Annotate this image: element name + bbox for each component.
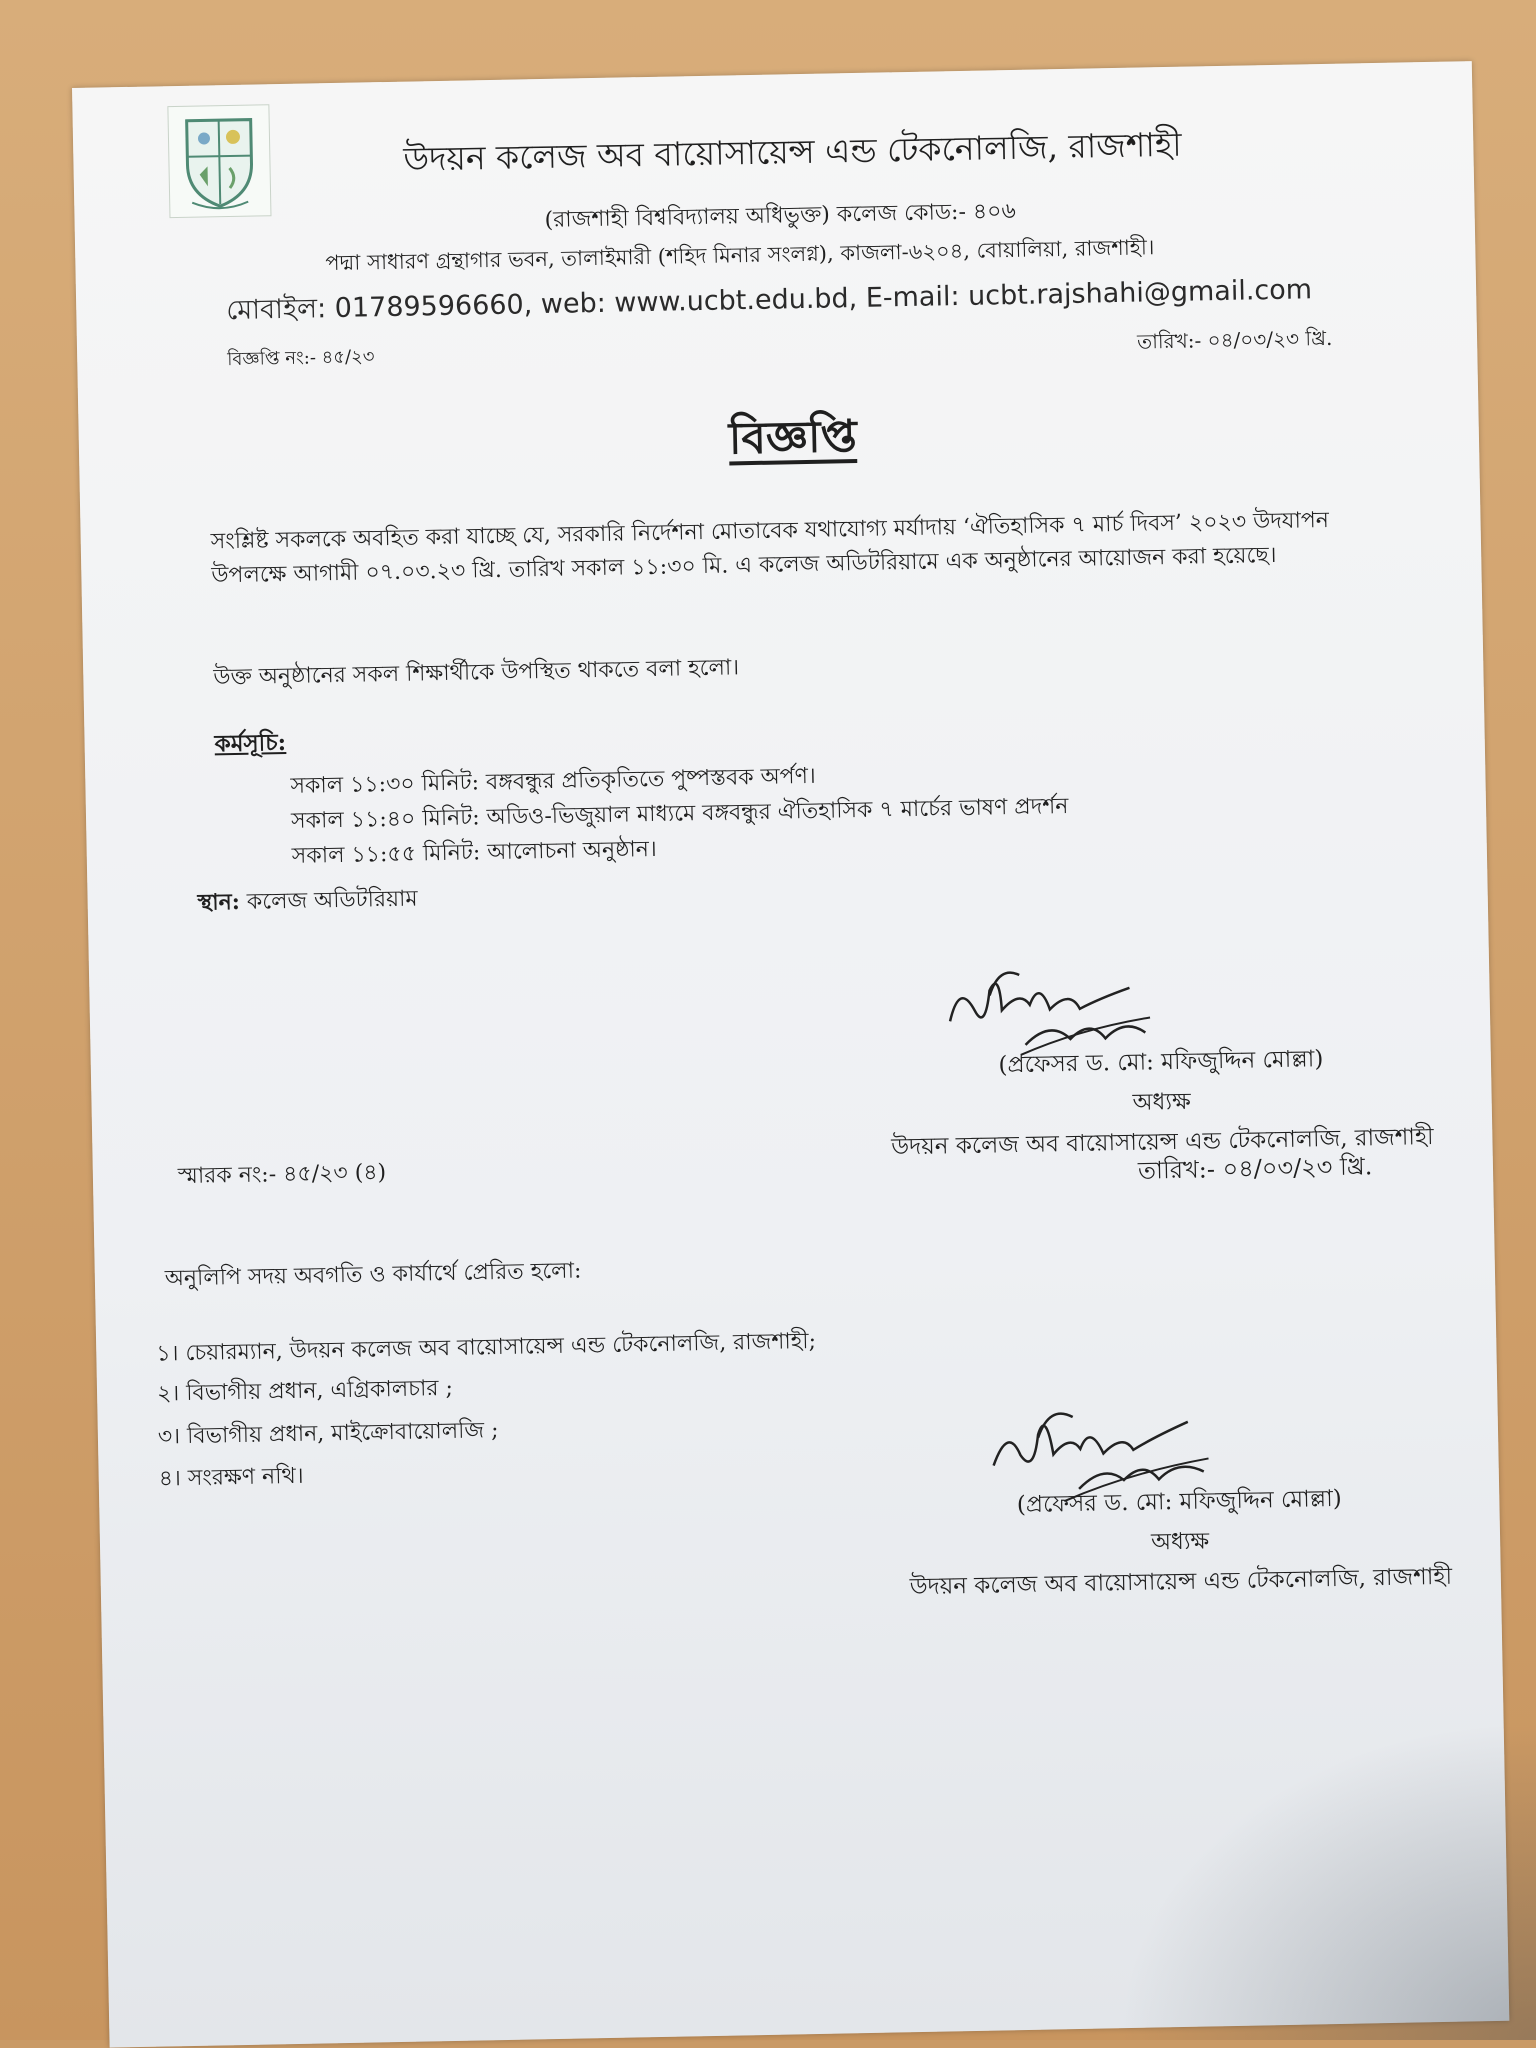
college-name: উদয়ন কলেজ অব বায়োসায়েন্স এন্ড টেকনোলজি, রাজশাহী xyxy=(403,124,1183,179)
photo-shadow xyxy=(1116,1720,1536,2040)
program-item: সকাল ১১:৪০ মিনিট: অডিও-ভিজুয়াল মাধ্যমে বঙ্গবন্ধুর ঐতিহাসিক ৭ মার্চের ভাষণ প্রদর্শন xyxy=(290,794,1069,834)
copy-recipient: ১। চেয়ারম্যান, উদয়ন কলেজ অব বায়োসায়েন্স এন্ড টেকনোলজি, রাজশাহী; xyxy=(156,1328,817,1367)
memo-date: তারিখ:- ০৪/০৩/২৩ খ্রি. xyxy=(1137,1152,1373,1185)
notice-heading: বিজ্ঞপ্তি xyxy=(728,411,858,465)
principal-institution: উদয়ন কলেজ অব বায়োসায়েন্স এন্ড টেকনোলজি, রাজশাহী xyxy=(890,1124,1434,1161)
copy-recipient: ৩। বিভাগীয় প্রধান, মাইক্রোবায়োলজি ; xyxy=(157,1418,499,1450)
principal-title: অধ্যক্ষ xyxy=(1132,1088,1191,1116)
affiliation-line: (রাজশাহী বিশ্ববিদ্যালয় অধিভুক্ত) কলেজ কোড:- ৪০৬ xyxy=(544,198,1017,233)
shield-emblem-icon xyxy=(168,105,270,217)
signature-block-1 xyxy=(821,1036,1503,1169)
address-line: পদ্মা সাধারণ গ্রন্থাগার ভবন, তালাইমারী (শহিদ মিনার সংলগ্ন), কাজলা-৬২০৪, বোয়ালিয়া, রাজশাহী। xyxy=(325,235,1155,276)
program-item: সকাল ১১:৩০ মিনিট: বঙ্গবন্ধুর প্রতিকৃতিতে পুষ্পস্তবক অর্পণ। xyxy=(290,763,817,799)
venue-label: স্থান: xyxy=(197,888,241,916)
signature-block-2 xyxy=(829,1475,1531,1608)
notice-paragraph: সংশ্লিষ্ট সকলকে অবহিত করা যাচ্ছে যে, সরকারি নির্দেশনা মোতাবেক যথাযোগ্য মর্যাদায় ‘ঐতিহাসিক ৭ মার্চ দিবস’ ২০২৩ উদযাপন উপলক্ষে আগামী ০৭.০৩.২৩ খ্রি. তারিখ সকাল ১১:৩০ মি. এ কলেজ অডিটরিয়ামে এক অনুষ্ঠানের আয়োজন করা হয়েছে। xyxy=(210,507,1330,589)
copy-recipient: ৪। সংরক্ষণ নথি। xyxy=(158,1463,304,1492)
principal-name: (প্রফেসর ড. মো: মফিজুদ্দিন মোল্লা) xyxy=(998,1046,1324,1079)
attendance-instruction: উক্ত অনুষ্ঠানের সকল শিক্ষার্থীকে উপস্থিত থাকতে বলা হলো। xyxy=(213,655,740,691)
college-logo xyxy=(167,104,271,218)
notice-number: বিজ্ঞপ্তি নং:- ৪৫/২৩ xyxy=(227,346,375,371)
copies-intro: অনুলিপি সদয় অবগতি ও কার্যার্থে প্রেরিত হলো: xyxy=(164,1258,582,1292)
contact-line: মোবাইল: 01789596660, web: www.ucbt.edu.bd, E-mail: ucbt.rajshahi@gmail.com xyxy=(226,274,1313,327)
notice-date: তারিখ:- ০৪/০৩/২৩ খ্রি. xyxy=(1136,325,1333,354)
program-item: সকাল ১১:৫৫ মিনিট: আলোচনা অনুষ্ঠান। xyxy=(291,836,658,869)
venue-line xyxy=(197,882,418,923)
copy-recipient: ২। বিভাগীয় প্রধান, এগ্রিকালচার ; xyxy=(156,1375,454,1407)
principal-name: (প্রফেসর ড. মো: মফিজুদ্দিন মোল্লা) xyxy=(1016,1485,1343,1519)
memo-number: স্মারক নং:- ৪৫/২৩ (৪) xyxy=(177,1160,387,1190)
program-title: কর্মসূচি: xyxy=(214,729,287,758)
venue-value: কলেজ অডিটরিয়াম xyxy=(246,886,418,915)
principal-title: অধ্যক্ষ xyxy=(1150,1528,1210,1556)
principal-institution: উদয়ন কলেজ অব বায়োসায়েন্স এন্ড টেকনোলজি, রাজশাহী xyxy=(909,1563,1453,1601)
